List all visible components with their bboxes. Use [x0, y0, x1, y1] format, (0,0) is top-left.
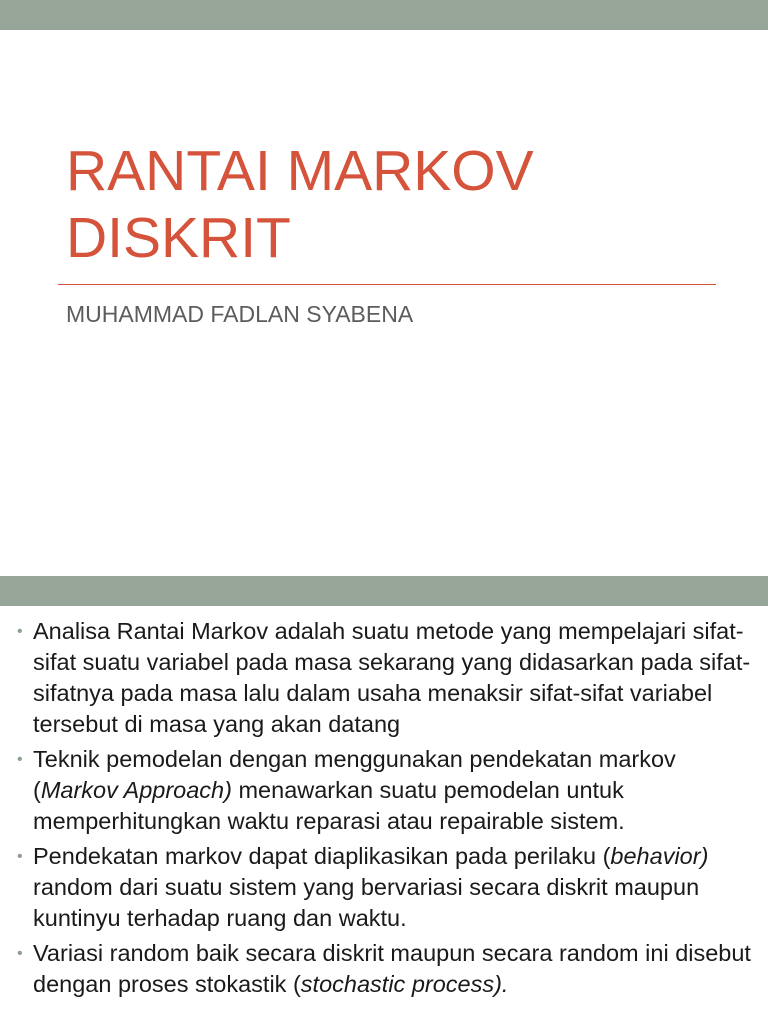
bullet-dot-icon: •	[17, 848, 23, 865]
bullet-text-3	[33, 841, 754, 934]
slide-title	[66, 138, 746, 272]
bullet-2-text-end: menawarkan suatu pemodelan untuk memperhitungkan waktu reparasi atau repairable sistem.	[33, 777, 625, 834]
slide-title-line-2: DISKRIT	[66, 206, 291, 270]
content-slide	[0, 576, 768, 1024]
bullet-text-4	[33, 938, 754, 1000]
bullet-text-2	[33, 744, 754, 837]
bullet-list	[0, 616, 768, 1004]
slide-top-bar	[0, 0, 768, 30]
bullet-item-4	[0, 938, 768, 1000]
bullet-dot-icon: •	[17, 945, 23, 962]
bullet-dot-icon: •	[17, 751, 23, 768]
bullet-item-3	[0, 841, 768, 934]
bullet-4-italic-term: stochastic process).	[300, 971, 509, 997]
title-divider	[58, 284, 716, 285]
bullet-dot-icon: •	[17, 623, 23, 640]
bullet-3-italic-term: behavior)	[610, 843, 709, 869]
bullet-2-text-start: Teknik pemodelan dengan menggunakan pendekatan markov (	[33, 746, 676, 803]
bullet-text-1: Analisa Rantai Markov adalah suatu metode yang mempelajari sifat-sifat suatu variabel pada masa sekarang yang didasarkan pada sifat-sifatnya pada masa lalu dalam usaha menaksir sifat-sifat variabel tersebut di masa yang akan datang	[33, 618, 751, 737]
slide-top-bar	[0, 576, 768, 606]
bullet-item-2	[0, 744, 768, 837]
slide-title-line-1: RANTAI MARKOV	[66, 139, 534, 203]
author-subtitle: MUHAMMAD FADLAN SYABENA	[66, 301, 414, 327]
bullet-2-italic-term: Markov Approach)	[40, 777, 232, 803]
bullet-4-text-start: Variasi random baik secara diskrit maupun secara random ini disebut dengan proses stokastik (	[33, 940, 751, 997]
bullet-3-text-start: Pendekatan markov dapat diaplikasikan pada perilaku (	[33, 843, 611, 869]
bullet-item-1	[0, 616, 768, 740]
bullet-3-text-end: random dari suatu sistem yang bervariasi secara diskrit maupun kuntinyu terhadap ruang dan waktu.	[33, 874, 700, 931]
